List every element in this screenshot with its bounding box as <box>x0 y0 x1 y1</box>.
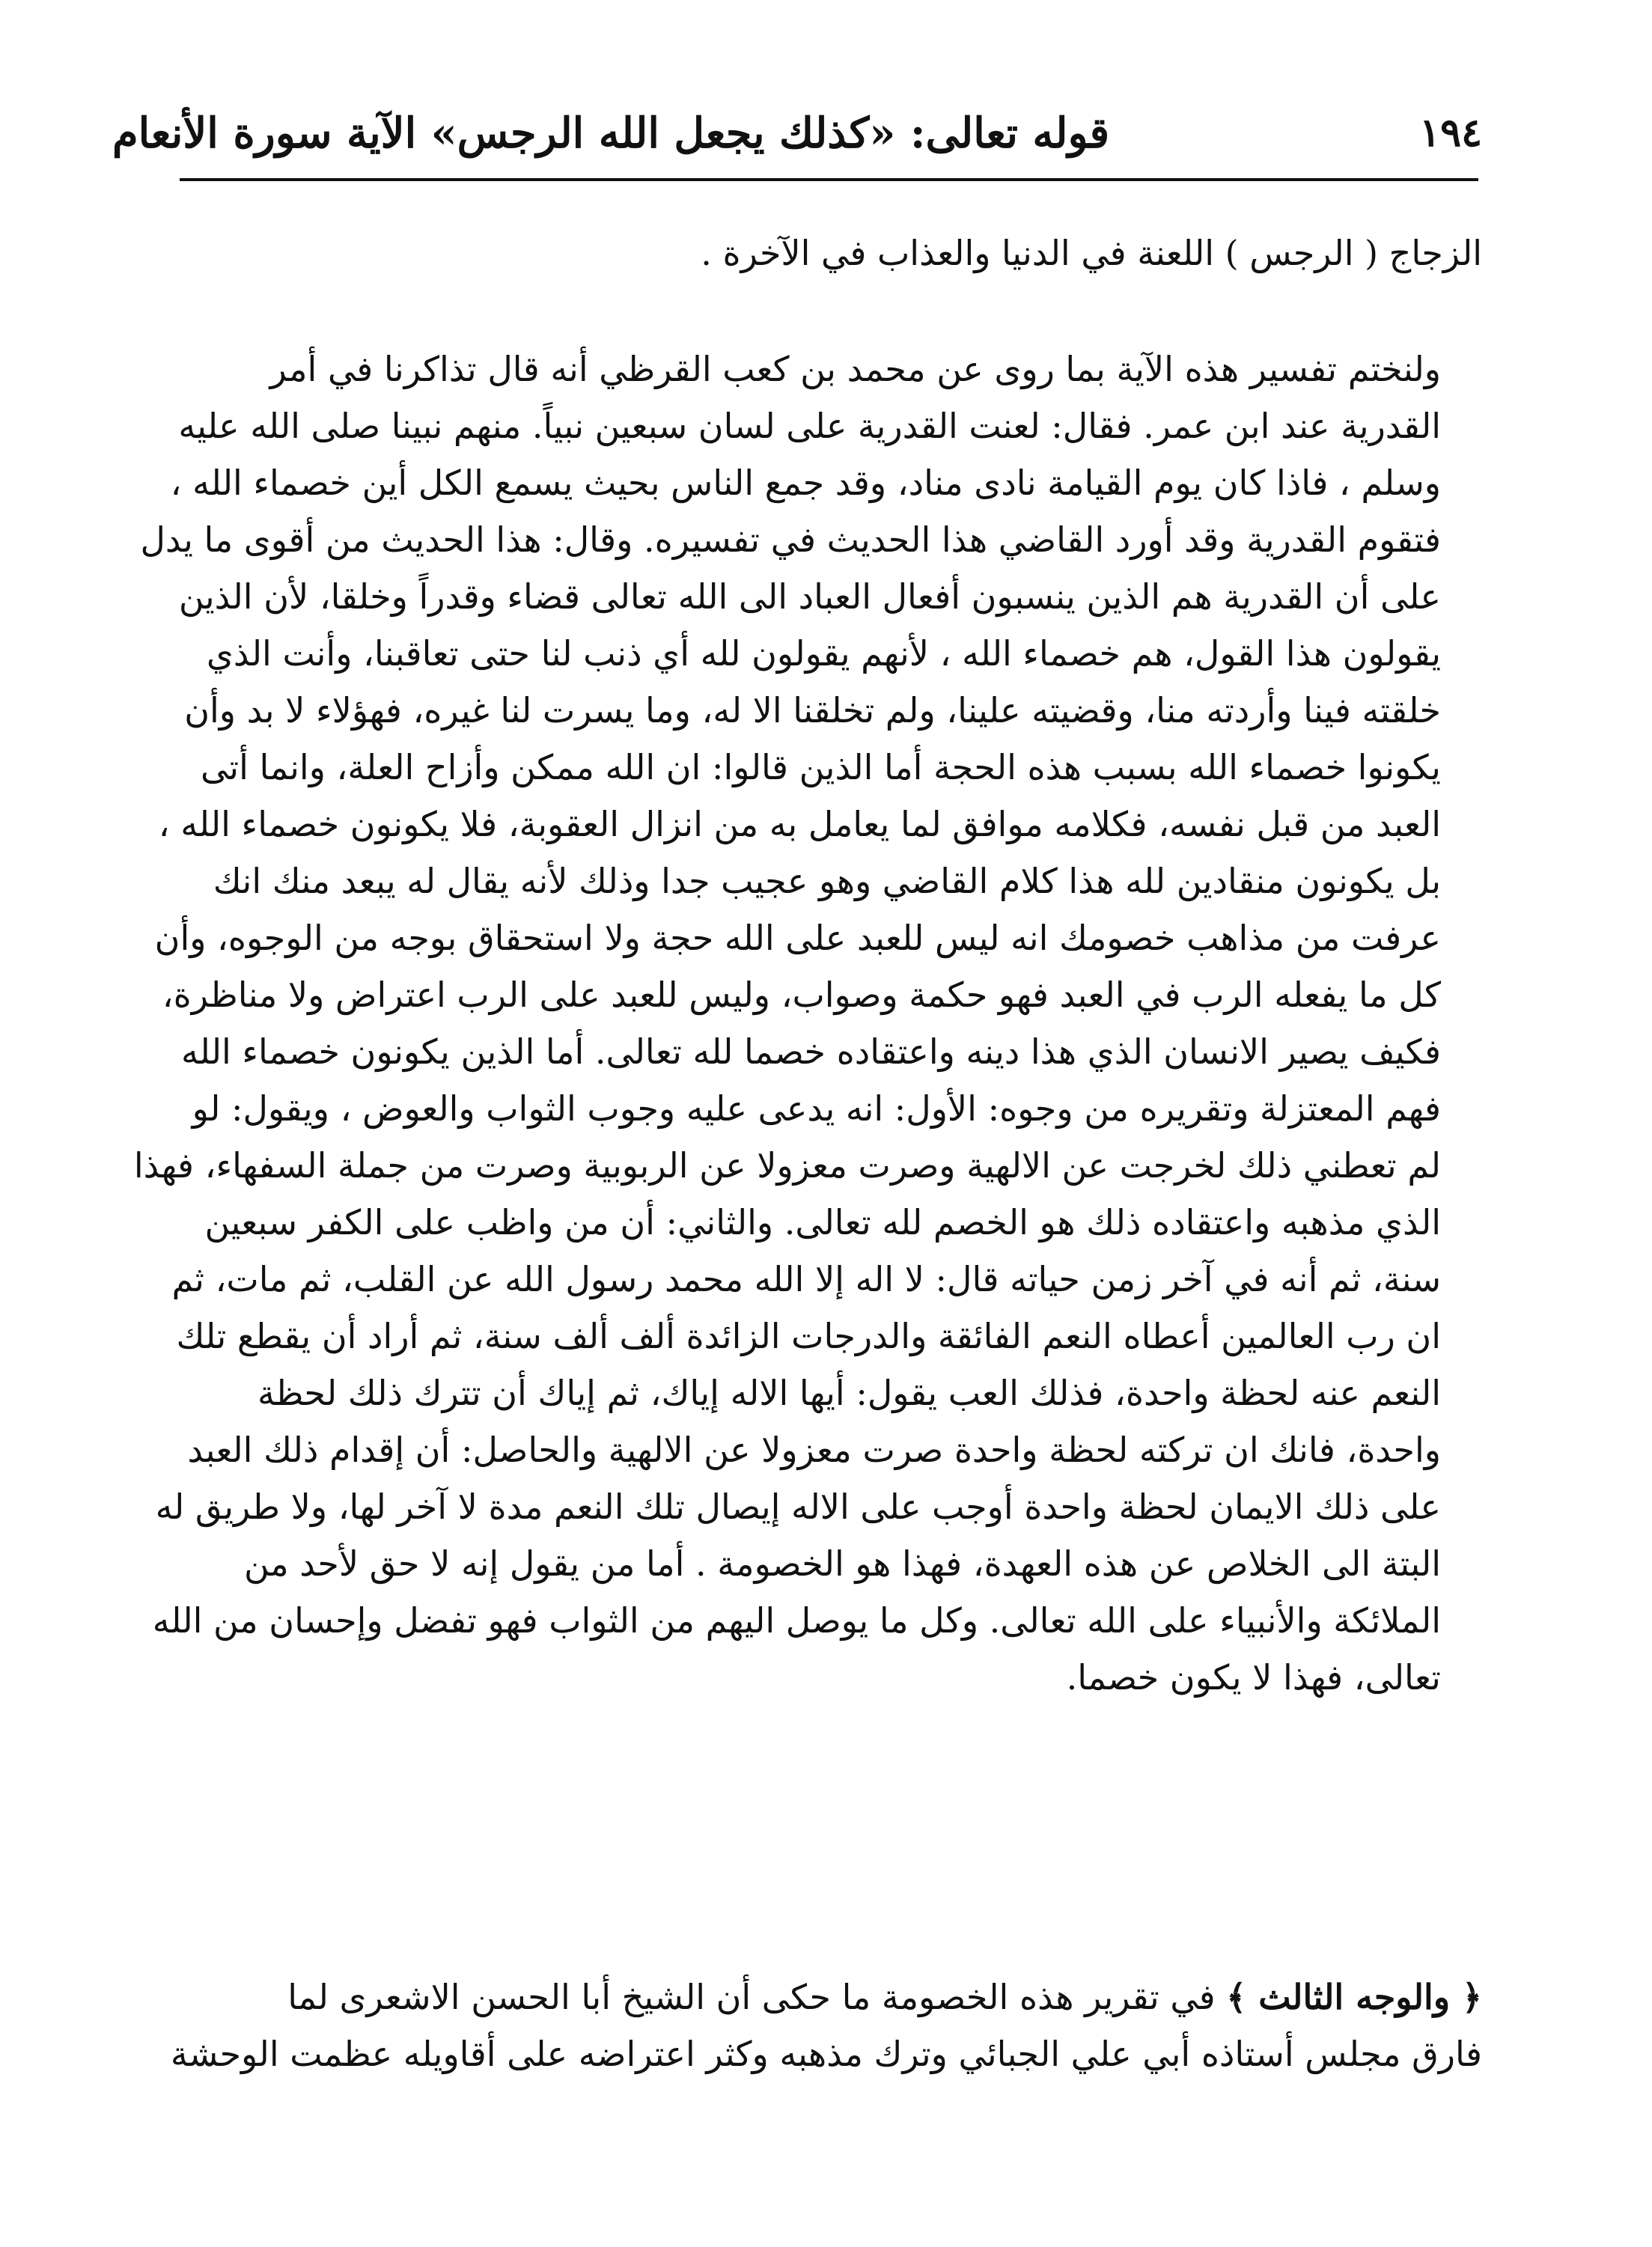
text-line: على ذلك الايمان لحظة واحدة أوجب على الاله إيصال تلك النعم مدة لا آخر لها، ولا طريق له <box>155 1487 1441 1527</box>
paragraph-1 <box>112 225 1482 281</box>
page-number: ١٩٤ <box>1419 110 1482 156</box>
text-line-rest: في تقرير هذه الخصومة ما حكى أن الشيخ أبا الحسن الاشعرى لما <box>287 1977 1216 2017</box>
text-line: ان رب العالمين أعطاه النعم الفائقة والدرجات الزائدة ألف ألف سنة، ثم أراد أن يقطع تلك <box>176 1316 1441 1356</box>
text-line: يقولون هذا القول، هم خصماء الله ، لأنهم يقولون لله أي ذنب لنا حتى تعاقبنا، وأنت الذي <box>206 633 1441 674</box>
text-line: واحدة، فانك ان تركته لحظة واحدة صرت معزولا عن الالهية والحاصل: أن إقدام ذلك العبد <box>187 1430 1441 1470</box>
text-line: سنة، ثم أنه في آخر زمن حياته قال: لا اله إلا الله محمد رسول الله عن القلب، ثم مات، ثم <box>171 1259 1441 1299</box>
page-header <box>112 97 1482 168</box>
text-line: تعالى، فهذا لا يكون خصما. <box>1066 1657 1441 1698</box>
text-line: بل يكونون منقادين لله هذا كلام القاضي وهو عجيب جدا وذلك لأنه يقال له يبعد منك انك <box>213 861 1441 901</box>
text-line: القدرية عند ابن عمر. فقال: لعنت القدرية على لسان سبعين نبياً. منهم نبينا صلى الله عليه <box>178 406 1441 446</box>
text-line: البتة الى الخلاص عن هذه العهدة، فهذا هو الخصومة . أما من يقول إنه لا حق لأحد من <box>243 1543 1441 1584</box>
text-line: فتقوم القدرية وقد أورد القاضي هذا الحديث في تفسيره. وقال: هذا الحديث من أقوى ما يدل <box>140 519 1441 560</box>
text-line: كل ما يفعله الرب في العبد فهو حكمة وصواب، وليس للعبد على الرب اعتراض ولا مناظرة، <box>162 975 1441 1015</box>
text-line: الملائكة والأنبياء على الله تعالى. وكل ما يوصل اليهم من الثواب فهو تفضل وإحسان من الله <box>152 1600 1441 1641</box>
header-rule <box>180 178 1478 181</box>
text-line: لم تعطني ذلك لخرجت عن الالهية وصرت معزولا عن الربوبية وصرت من جملة السفهاء، فهذا <box>133 1145 1441 1186</box>
section-heading: ﴿ والوجه الثالث ﴾ <box>1226 1977 1482 2017</box>
text-line: النعم عنه لحظة واحدة، فذلك العب يقول: أيها الاله إياك، ثم إياك أن تترك ذلك لحظة <box>257 1373 1441 1413</box>
text-line: ولنختم تفسير هذه الآية بما روى عن محمد بن كعب القرظي أنه قال تذاكرنا في أمر <box>269 349 1441 389</box>
text-line: عرفت من مذاهب خصومك انه ليس للعبد على الله حجة ولا استحقاق بوجه من الوجوه، وأن <box>154 918 1441 958</box>
text-line: الزجاج ( الرجس ) اللعنة في الدنيا والعذاب في الآخرة . <box>701 233 1482 273</box>
paragraph-2 <box>112 341 1482 1706</box>
text-line: الذي مذهبه واعتقاده ذلك هو الخصم لله تعالى. والثاني: أن من واظب على الكفر سبعين <box>204 1202 1441 1243</box>
text-line: خلقته فينا وأردته منا، وقضيته علينا، ولم تخلقنا الا له، وما يسرت لنا غيره، فهؤلاء لا بد وأن <box>184 690 1441 731</box>
text-line <box>112 1969 1482 2025</box>
running-title: قوله تعالى: «كذلك يجعل الله الرجس» الآية سورة الأنعام <box>112 108 1110 158</box>
text-line: فارق مجلس أستاذه أبي علي الجبائي وترك مذهبه وكثر اعتراضه على أقاويله عظمت الوحشة <box>170 2034 1482 2074</box>
text-line: وسلم ، فاذا كان يوم القيامة نادى مناد، وقد جمع الناس بحيث يسمع الكل أين خصماء الله ، <box>170 463 1441 503</box>
text-line: على أن القدرية هم الذين ينسبون أفعال العباد الى الله تعالى قضاء وقدراً وخلقا، لأن الذين <box>178 576 1441 617</box>
text-line: فهم المعتزلة وتقريره من وجوه: الأول: انه يدعى عليه وجوب الثواب والعوض ، ويقول: لو <box>192 1088 1441 1129</box>
text-line: فكيف يصير الانسان الذي هذا دينه واعتقاده خصما لله تعالى. أما الذين يكونون خصماء الله <box>181 1031 1441 1072</box>
paragraph-3 <box>112 1969 1482 2082</box>
text-line: يكونوا خصماء الله بسبب هذه الحجة أما الذين قالوا: ان الله ممكن وأزاح العلة، وانما أتى <box>200 747 1441 787</box>
text-line: العبد من قبل نفسه، فكلامه موافق لما يعامل به من انزال العقوبة، فلا يكونون خصماء الله ، <box>158 804 1441 844</box>
